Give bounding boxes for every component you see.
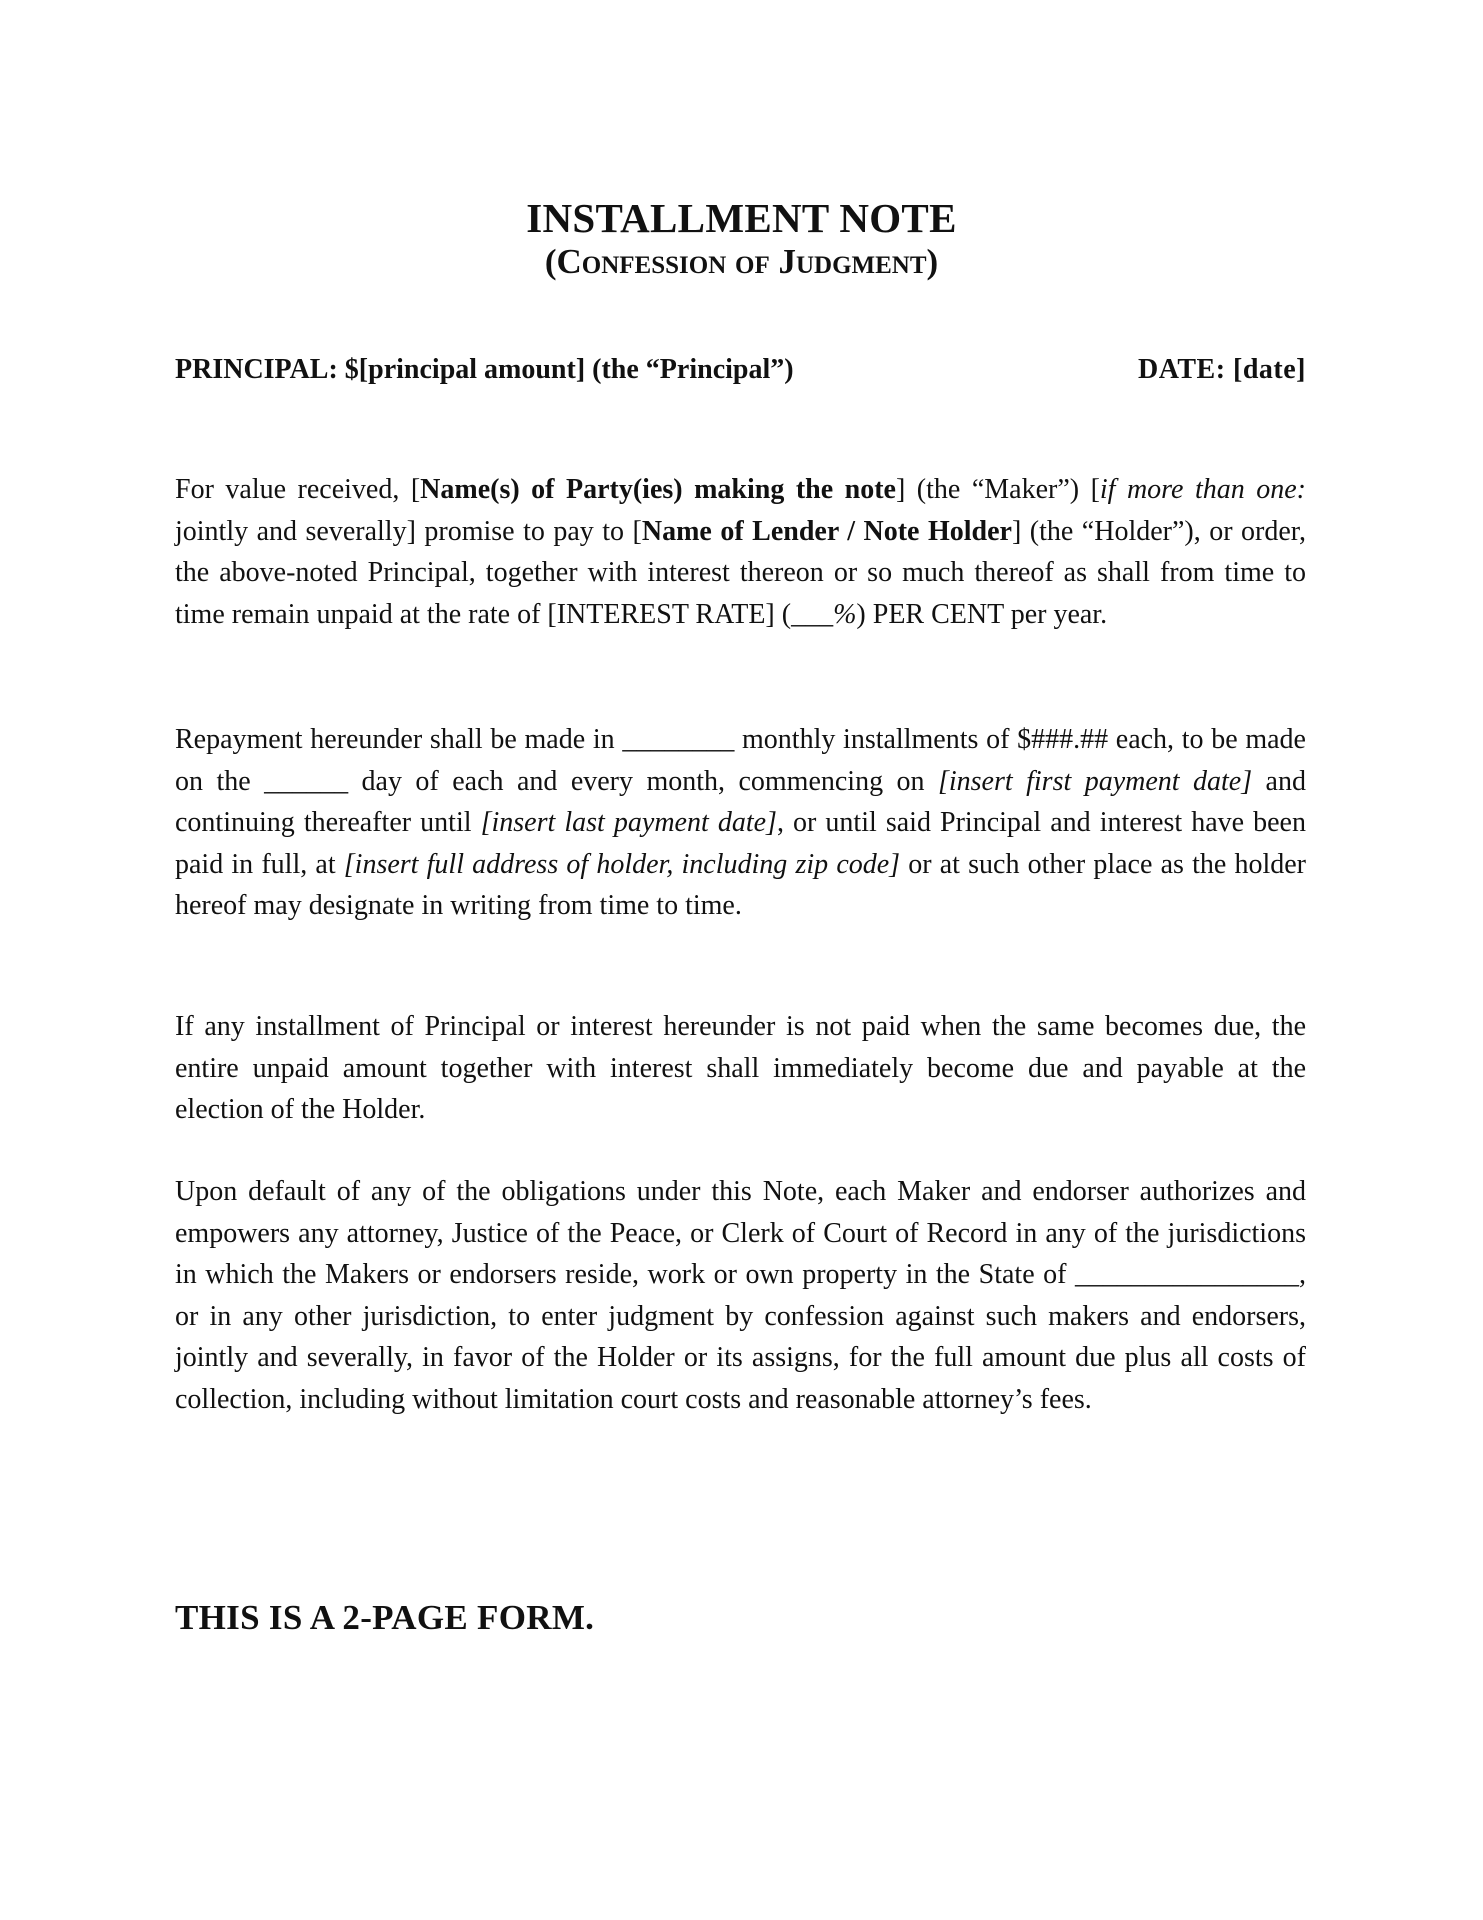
paragraph-repayment (175, 719, 1306, 927)
text-run: , or in any other jurisdiction, to enter judgment by confession against such makers and endorsers, jointly and severally, in favor of the Holder or its assigns, for the full amount due plus all costs of collection, including without limitation court costs and reasonable attorney’s fees. (175, 1259, 1306, 1415)
document-title: INSTALLMENT NOTE (526, 195, 957, 241)
text-run: Upon default of any of the obligations under this Note, each Maker and endorser authorizes and empowers any attorney, Justice of the Peace, or Clerk of Court of Record in any of the jurisdictions in which the Makers or endorsers reside, work or own property in the State of (175, 1176, 1306, 1291)
last-payment-date-placeholder: [insert last payment date] (480, 807, 777, 839)
holder-name-placeholder: Name of Lender / Note Holder (641, 515, 1012, 547)
two-page-form-notice: THIS IS A 2-PAGE FORM. (175, 1598, 595, 1637)
paragraph-promise-to-pay (175, 469, 1306, 635)
percent-sign: % (833, 598, 857, 630)
holder-address-placeholder: [insert full address of holder, including zip code] (343, 848, 901, 880)
installments-count-blank: ________ (622, 724, 735, 755)
text-run: For value received, [ (175, 474, 421, 505)
payment-day-blank: ______ (264, 765, 349, 797)
date-label: DATE: [date] (1137, 354, 1306, 385)
paragraph-acceleration: If any installment of Principal or interest hereunder is not paid when the same becomes due, the entire unpaid amount together with interest shall immediately become due and payable at the election of the Holder. (175, 1011, 1306, 1126)
text-run: , or until said Principal and interest have been paid in full, at (175, 807, 1306, 880)
text-run: day of each and every month, commencing on (348, 765, 938, 797)
text-run: or at such other place as the holder hereof may designate in writing from time to time. (175, 848, 1306, 922)
maker-name-placeholder: Name(s) of Party(ies) making the note (420, 474, 896, 505)
document-subtitle: (Confession of Judgment) (544, 242, 939, 281)
text-run: jointly and severally] promise to pay to [ (175, 515, 642, 547)
italic-instruction: if more than one: (1099, 474, 1306, 505)
paragraph-confession-of-judgment (175, 1171, 1306, 1421)
text-run: and continuing thereafter until (175, 765, 1306, 839)
text-run: ] (the “Holder”), or order, the above-noted Principal, together with interest thereon or so much thereof as shall from time to time remain unpaid at the rate of [INTEREST RATE] (___ (175, 515, 1306, 630)
principal-label: PRINCIPAL: $[principal amount] (the “Principal”) (175, 354, 794, 385)
first-payment-date-placeholder: [insert first payment date] (937, 765, 1253, 797)
text-run: ) PER CENT per year. (856, 598, 1108, 630)
text-run: ] (the “Maker”) [ (895, 474, 1100, 505)
text-run: Repayment hereunder shall be made in (175, 724, 623, 755)
text-run: monthly installments of $###.## each, to be made on the (175, 724, 1306, 797)
state-blank: ________________ (1075, 1259, 1299, 1291)
